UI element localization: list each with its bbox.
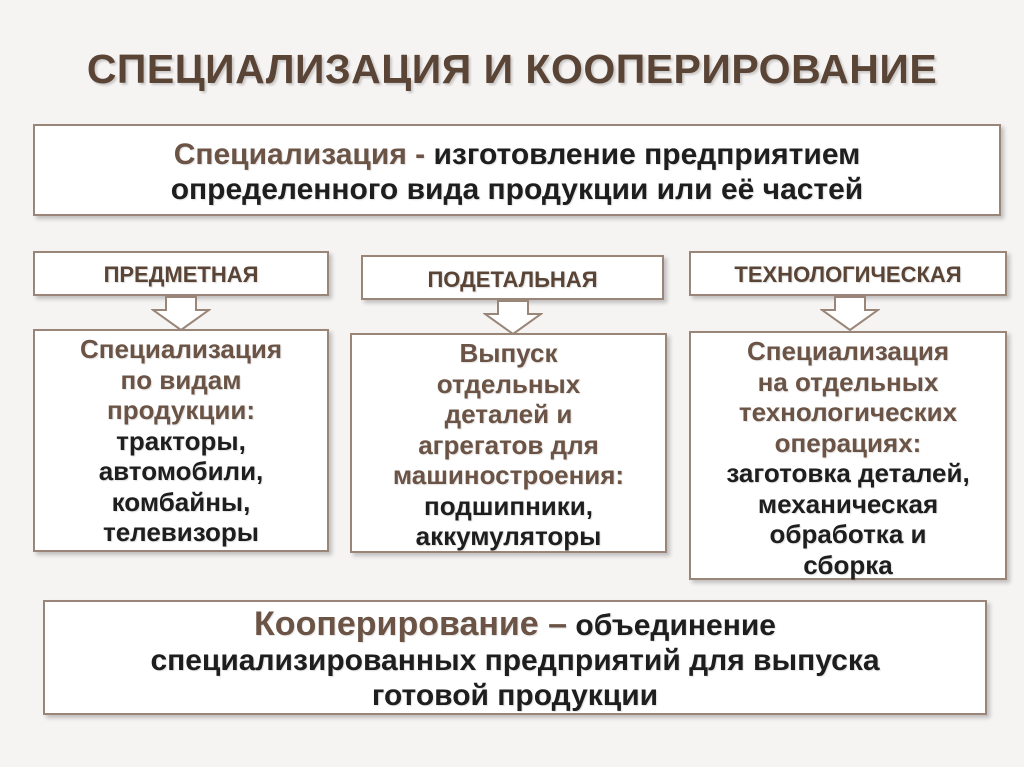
cooperation-line-2: специализированных предприятий для выпуска — [150, 644, 880, 677]
cooperation-line-3: готовой продукции — [371, 679, 659, 712]
down-arrow-icon — [483, 300, 543, 336]
definition-line-1 — [35, 137, 999, 172]
category-box-subject: ПРЕДМЕТНАЯ — [33, 251, 329, 296]
down-arrow-icon — [820, 296, 880, 332]
down-arrow-icon — [151, 296, 211, 332]
page-title: СПЕЦИАЛИЗАЦИЯ И КООПЕРИРОВАНИЕ — [86, 46, 938, 92]
description-line: Специализация — [746, 336, 950, 366]
technological-description-box — [689, 331, 1007, 580]
example-line: комбайны, — [111, 486, 251, 517]
example-line: заготовка деталей, — [726, 458, 970, 488]
example-line: телевизоры — [102, 517, 260, 547]
example-line: подшипники, — [423, 490, 593, 521]
definition-line-2: определенного вида продукции или её частей — [170, 173, 864, 206]
description-line: на отдельных — [757, 366, 939, 397]
example-line: обработка и — [769, 519, 927, 549]
example-line: автомобили, — [98, 456, 264, 486]
cooperation-term: Кооперирование – — [254, 605, 568, 643]
description-line: Специализация — [79, 334, 283, 364]
description-line: агрегатов для — [418, 429, 599, 460]
definition-term: Специализация - — [173, 138, 426, 171]
cooperation-definition-box — [43, 600, 987, 715]
description-line: продукции: — [106, 395, 256, 425]
description-line: деталей и — [444, 399, 573, 429]
cooperation-text-1: объединение — [567, 609, 776, 642]
category-box-technological: ТЕХНОЛОГИЧЕСКАЯ — [689, 251, 1007, 296]
description-line: операциях: — [774, 427, 922, 458]
description-line: машиностроения: — [392, 460, 625, 490]
example-line: механическая — [757, 488, 939, 519]
cooperation-line-1 — [45, 607, 985, 643]
component-description-box — [350, 333, 667, 553]
description-line: технологических — [738, 397, 958, 427]
definition-text-1: изготовление предприятием — [425, 138, 861, 171]
subject-description-box — [33, 329, 329, 552]
category-box-component: ПОДЕТАЛЬНАЯ — [361, 255, 664, 300]
example-line: аккумуляторы — [415, 521, 602, 551]
description-line: Выпуск — [459, 338, 558, 368]
example-line: сборка — [803, 549, 893, 580]
specialization-definition-box — [33, 124, 1001, 216]
example-line: тракторы, — [116, 425, 246, 456]
description-line: по видам — [120, 364, 242, 395]
description-line: отдельных — [436, 368, 581, 399]
